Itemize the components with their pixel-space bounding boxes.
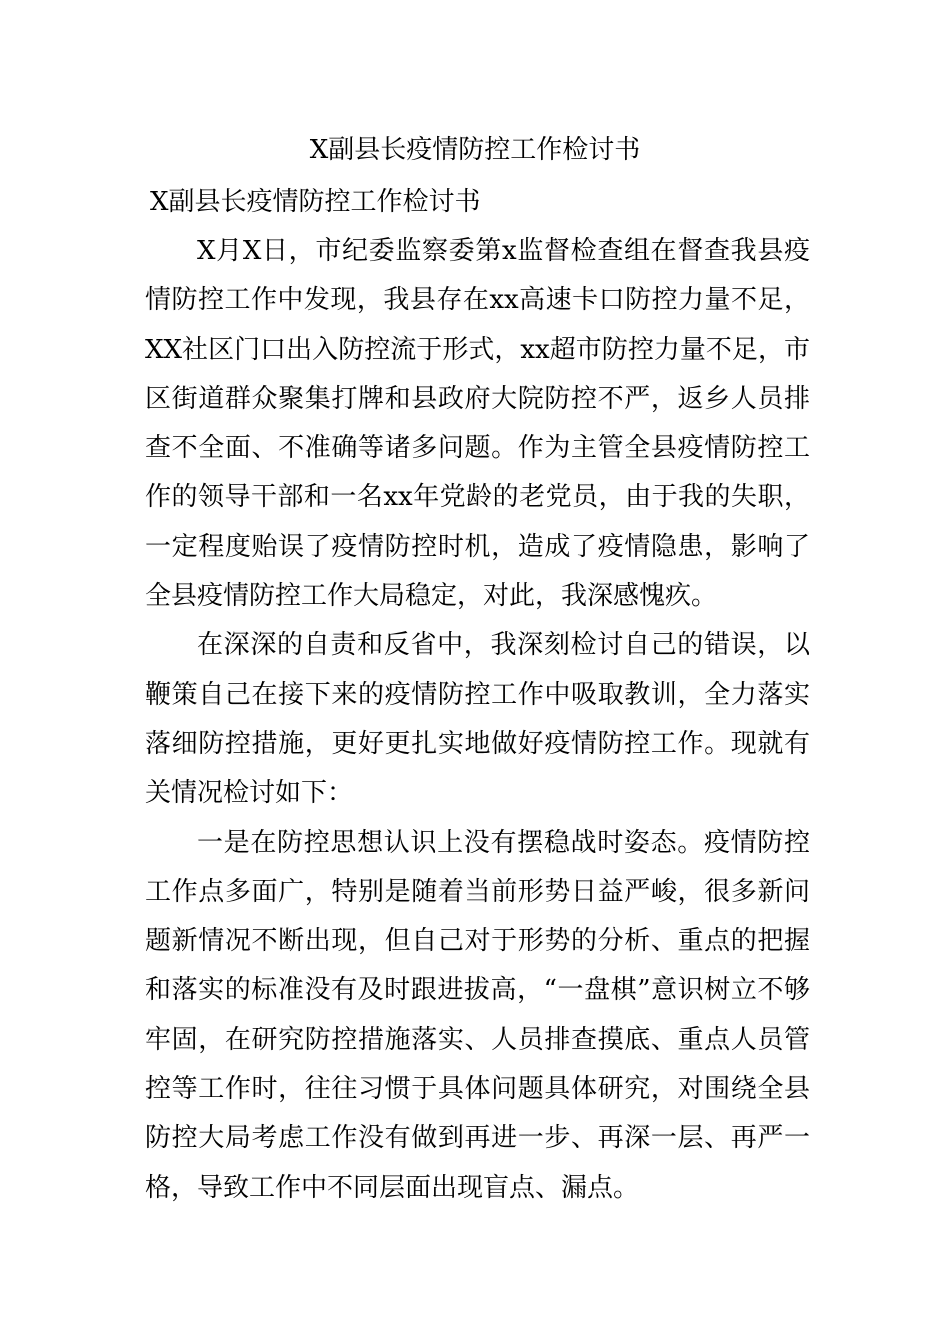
document-title: X副县长疫情防控工作检讨书 [309, 135, 641, 165]
document-subtitle: X副县长疫情防控工作检讨书 [150, 187, 481, 217]
paragraph-3: 一是在防控思想认识上没有摆稳战时姿态。疫情防控工作点多面广，特别是随着当前形势日益严峻，很多新问题新情况不断出现，但自己对于形势的分析、重点的把握和落实的标准没有及时跟进拔高，“一盘棋”意识树立不够牢固，在研究防控措施落实、人员排查摸底、重点人员管控等工作时，往往习惯于具体问题具体研究，对围绕全县防控大局考虑工作没有做到再进一步、再深一层、再严一格，导致工作中不同层面出现盲点、漏点。 [145, 827, 810, 1203]
document-body [145, 227, 810, 1213]
paragraph-1: X月X日，市纪委监察委第x监督检查组在督查我县疫情防控工作中发现，我县存在xx高速卡口防控力量不足，XX社区门口出入防控流于形式，xx超市防控力量不足，市区街道群众聚集打牌和县政府大院防控不严，返乡人员排查不全面、不准确等诸多问题。作为主管全县疫情防控工作的领导干部和一名xx年党龄的老党员，由于我的失职，一定程度贻误了疫情防控时机，造成了疫情隐患，影响了全县疫情防控工作大局稳定，对此，我深感愧疚。 [145, 236, 810, 612]
paragraph-2: 在深深的自责和反省中，我深刻检讨自己的错误，以鞭策自己在接下来的疫情防控工作中吸取教训，全力落实落细防控措施，更好更扎实地做好疫情防控工作。现就有关情况检讨如下： [145, 630, 810, 809]
